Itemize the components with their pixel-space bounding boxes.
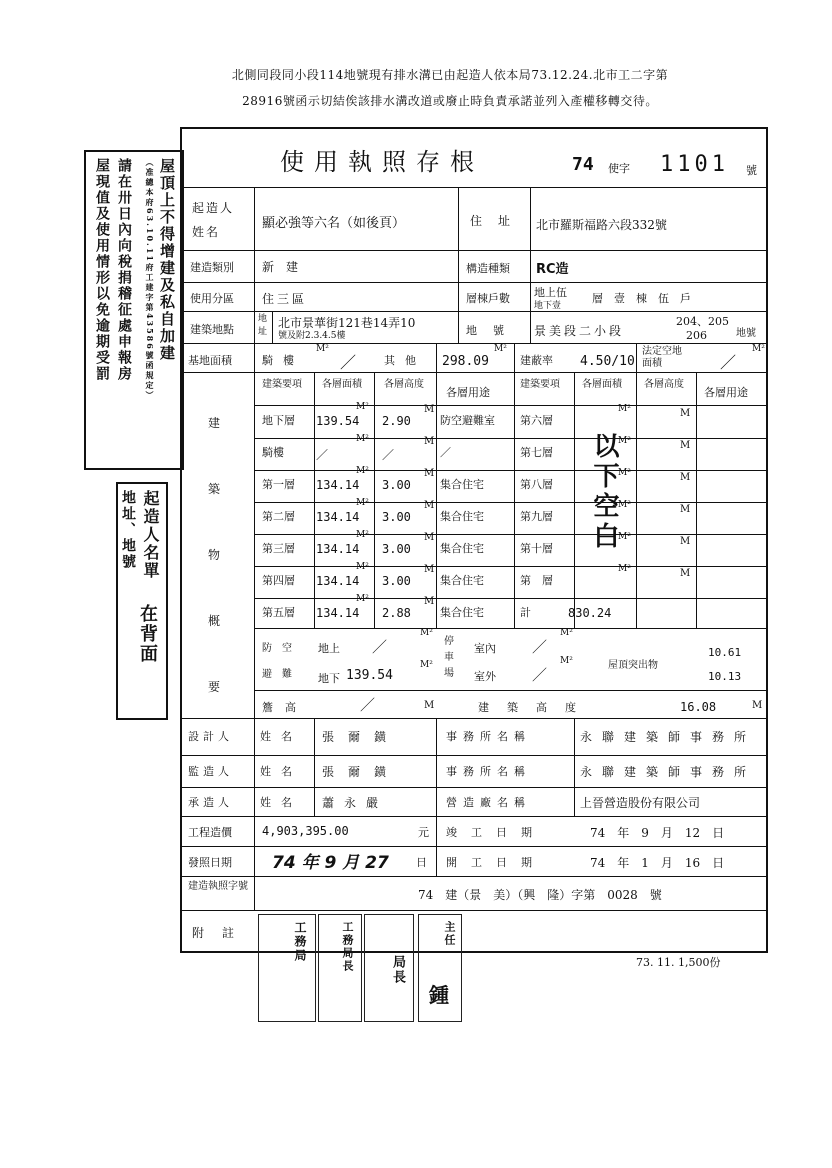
site-value: 北市景華街121巷14弄10 [278, 316, 416, 330]
contractor-name-label: 姓名 [260, 796, 302, 809]
arcade-value: ／ [340, 353, 357, 372]
floor-name-right: 第 層 [520, 574, 553, 587]
designer-label: 設計人 [188, 730, 233, 743]
parking-in-value: ／ [532, 638, 548, 656]
contractor-firm: 上晉營造股份有限公司 [580, 796, 701, 810]
floor-height-unit-right: M [680, 408, 691, 419]
zone-value: 住三區 [262, 292, 308, 306]
rule [180, 846, 768, 847]
floor-area-unit-right: M² [618, 532, 631, 542]
rule [254, 566, 768, 567]
supervisor-name-label: 姓名 [260, 765, 302, 778]
contractor-name: 蕭永嚴 [322, 796, 389, 810]
rule [374, 372, 375, 628]
base-area-label: 基地面積 [188, 354, 232, 367]
floor-area-unit-right: M² [618, 564, 631, 574]
seal-1-title: 工務局 [293, 921, 307, 963]
floor-area-unit: M² [356, 402, 369, 412]
floor-name: 第四層 [262, 574, 295, 587]
other-unit: M² [494, 344, 507, 354]
floor-height: 3.00 [382, 542, 411, 556]
floor-name-right: 第七層 [520, 446, 553, 459]
floor-height-unit: M [424, 564, 435, 575]
roof-value: 10.61 [708, 646, 742, 659]
address-label: 住址 [470, 214, 527, 228]
site-value-2: 號及附2.3.4.5樓 [278, 331, 346, 341]
eave-unit: M [424, 700, 435, 711]
rule [254, 502, 768, 503]
rule [436, 343, 437, 628]
parking-out-unit: M² [560, 656, 573, 666]
roof-value-2: 10.13 [708, 670, 742, 683]
finish-label: 竣工日期 [446, 826, 546, 839]
floor-area-unit: M² [356, 562, 369, 572]
rule [254, 598, 768, 599]
floor-area-unit-right: M² [618, 436, 631, 446]
print-info: 73. 11. 1,500份 [636, 956, 721, 969]
rule [254, 470, 768, 471]
lot-value: 景美段二小段 [534, 324, 625, 338]
supervisor-office: 永聯建築師事務所 [580, 765, 757, 779]
address-value: 北市羅斯福路六段332號 [536, 218, 667, 232]
floor-height-unit: M [424, 500, 435, 511]
floor-height-unit: M [424, 596, 435, 607]
floor-name: 第二層 [262, 510, 295, 523]
floor-area-unit: M² [356, 466, 369, 476]
rule [180, 718, 768, 719]
attach-label: 附註 [192, 926, 253, 940]
rule [180, 187, 768, 188]
seal-2-title: 工務局長 [341, 921, 354, 973]
start-value: 74 年 1 月 16 日 [590, 856, 725, 870]
floor-height-unit-right: M [680, 440, 691, 451]
floor-height-unit-right: M [680, 568, 691, 579]
floor-height: 3.00 [382, 574, 411, 588]
contractor-label: 承造人 [188, 796, 233, 809]
rule [180, 343, 768, 344]
floor-area: 134.14 [316, 542, 360, 556]
open-space-value: ／ [720, 353, 737, 372]
floor-name: 地下層 [262, 414, 295, 427]
rule [514, 343, 515, 628]
parking-out-value: ／ [532, 666, 548, 684]
col-area-header: 各層面積 [322, 379, 362, 390]
left-note-1-line2: 請在卅日內向稅捐稽征處申報房 [116, 158, 132, 382]
structure-value: RC造 [536, 262, 569, 277]
type-value: 新建 [262, 260, 311, 274]
floor-area-unit-right: M² [618, 500, 631, 510]
parking-label: 停車場 [444, 636, 454, 679]
cost-unit: 元 [418, 826, 429, 839]
seal-stamp-2 [318, 914, 362, 1022]
floor-height: 2.88 [382, 606, 411, 620]
rule [574, 372, 575, 628]
floor-area: 134.14 [316, 510, 360, 524]
floor-height-unit-right: M [680, 504, 691, 515]
supervisor-office-label: 事務所名稱 [446, 765, 531, 778]
left-note-box-1 [84, 150, 184, 470]
notice-line-1: 北側同段同小段114地號現有排水溝已由起造人依本局73.12.24.北市工二字第 [231, 68, 669, 82]
finish-value: 74 年 9 月 12 日 [590, 826, 725, 840]
seal-stamp-4 [418, 914, 462, 1022]
left-note-2-line2: 地址、地號 [120, 490, 136, 570]
designer-office-label: 事務所名稱 [446, 730, 531, 743]
rule [254, 628, 768, 629]
floors-below: 地下壹 [534, 301, 562, 311]
open-space-label: 法定空地面積 [642, 346, 682, 369]
owner-label: 起造人姓名 [192, 201, 235, 239]
rule [458, 187, 459, 343]
floor-height-unit-right: M [680, 536, 691, 547]
designer-name: 張爾鐄 [322, 730, 401, 744]
issue-label: 發照日期 [188, 856, 232, 869]
issue-value: 74 年 9 月 27 [272, 853, 389, 873]
shelter-below-value: 139.54 [346, 668, 393, 683]
contractor-firm-label: 營造廠名稱 [446, 796, 531, 809]
eave-value: ／ [360, 696, 376, 714]
other-value: 298.09 [442, 354, 489, 369]
rule [436, 718, 437, 876]
rule [314, 718, 315, 816]
left-note-1-sub: （准總本府63.10.11府工建字第43586號函規定） [145, 158, 155, 401]
roof-label: 屋頂突出物 [608, 660, 658, 671]
side-char: 概 [207, 614, 220, 628]
rule [180, 311, 768, 312]
seal-4-name: 鍾 [429, 983, 449, 1007]
floor-area-unit: M² [356, 434, 369, 444]
lot-suffix: 地號 [736, 328, 756, 339]
floor-use: 防空避難室 [440, 414, 495, 427]
floor-use: 集合住宅 [440, 542, 484, 555]
floor-use: ／ [440, 446, 451, 459]
floor-name-right: 計 [520, 606, 531, 619]
coverage-label: 建蔽率 [520, 354, 553, 367]
eave-label: 簷高 [262, 701, 308, 714]
parking-in-label: 室內 [474, 642, 496, 655]
floor-area-unit: M² [356, 594, 369, 604]
lot-label: 地號 [466, 324, 520, 337]
floor-area-unit-right: M² [618, 468, 631, 478]
floor-area-unit: M² [356, 530, 369, 540]
permit-number: 1101 [660, 152, 729, 177]
form-title: 使用執照存根 [280, 148, 484, 176]
site-sub-label: 地址 [258, 314, 268, 337]
seal-stamp-3 [364, 914, 414, 1022]
floor-name-right: 第六層 [520, 414, 553, 427]
floor-area: ／ [316, 448, 329, 462]
blank-mark: 以下空白 [589, 432, 619, 552]
designer-name-label: 姓名 [260, 730, 302, 743]
building-height-unit: M [752, 700, 763, 711]
type-label: 建造類別 [190, 261, 234, 274]
floor-height: 3.00 [382, 478, 411, 492]
floor-area-unit: M² [356, 498, 369, 508]
rule [180, 816, 768, 817]
rule [254, 438, 768, 439]
floor-height-unit-right: M [680, 472, 691, 483]
floor-use: 集合住宅 [440, 510, 484, 523]
rule [530, 187, 531, 250]
floor-area: 134.14 [316, 606, 360, 620]
other-label: 其他 [384, 354, 426, 367]
notice-line-2: 28916號函示切結俟該排水溝改道或廢止時負責承諾並列入產權移轉交待。 [242, 94, 658, 108]
floor-use: 集合住宅 [440, 574, 484, 587]
building-height-value: 16.08 [680, 700, 717, 714]
floor-name: 騎樓 [262, 446, 284, 459]
side-char: 築 [207, 482, 220, 496]
shelter-label: 防空避難 [262, 643, 302, 680]
col-use-header: 各層用途 [446, 386, 490, 399]
col-item-header-2: 建築要項 [520, 379, 560, 390]
floor-area: 139.54 [316, 414, 360, 428]
floor-height-unit: M [424, 468, 435, 479]
shelter-below-unit: M² [420, 660, 433, 670]
start-label: 開工日期 [446, 856, 546, 869]
seal-stamp-1 [258, 914, 316, 1022]
left-note-1-line1: 屋頂上不得增建及私自加建 [158, 158, 176, 362]
floor-height: 3.00 [382, 510, 411, 524]
rule [574, 718, 575, 816]
permit-year: 74 [572, 154, 594, 175]
coverage-value: 4.50/10 [580, 354, 635, 369]
rule [314, 372, 315, 628]
floor-area-unit-right: M² [618, 404, 631, 414]
lot-numbers: 204、205 [676, 315, 729, 328]
col-item-header: 建築要項 [262, 379, 302, 390]
floor-name: 第五層 [262, 606, 295, 619]
shelter-above-label: 地上 [318, 642, 340, 655]
floor-use: 集合住宅 [440, 478, 484, 491]
floor-height-unit: M [424, 532, 435, 543]
col-use-header-2: 各層用途 [704, 386, 748, 399]
permit-value: 74 建（景 美）（興 隆）字第 0028 號 [418, 888, 662, 902]
left-note-1-line3: 屋現值及使用情形以免逾期受罰 [94, 158, 110, 382]
rule [180, 876, 768, 877]
cost-value: 4,903,395.00 [262, 824, 349, 838]
col-height-header-2: 各層高度 [644, 379, 684, 390]
floor-name-right: 第十層 [520, 542, 553, 555]
floor-name-right: 第九層 [520, 510, 553, 523]
arcade-label: 騎樓 [262, 354, 304, 367]
shelter-below-label: 地下 [318, 672, 340, 685]
rule [272, 311, 273, 343]
cost-label: 工程造價 [188, 826, 232, 839]
rule [180, 250, 768, 251]
parking-out-label: 室外 [474, 670, 496, 683]
shelter-above-value: ／ [372, 638, 388, 656]
rule [180, 787, 768, 788]
permit-label: 建造執照字號 [188, 881, 248, 892]
arcade-unit: M² [316, 344, 329, 354]
supervisor-name: 張爾鐄 [322, 765, 401, 779]
left-note-2-hand: 在背面 [137, 604, 158, 664]
issue-unit: 日 [416, 856, 427, 869]
floor-area: 134.14 [316, 478, 360, 492]
rule [254, 534, 768, 535]
floor-area: 134.14 [316, 574, 360, 588]
rule [254, 405, 768, 406]
zone-label: 使用分區 [190, 292, 234, 305]
rule [254, 187, 255, 910]
side-char: 要 [207, 680, 220, 694]
site-label: 建築地點 [190, 323, 234, 336]
building-side-label [204, 390, 224, 720]
rule [180, 755, 768, 756]
floor-name: 第一層 [262, 478, 295, 491]
rule [180, 372, 768, 373]
floor-height: ／ [382, 448, 395, 462]
floors-value: 層 壹 棟 伍 戶 [592, 292, 691, 305]
supervisor-label: 監造人 [188, 765, 233, 778]
floor-name-right: 第八層 [520, 478, 553, 491]
designer-office: 永聯建築師事務所 [580, 730, 757, 744]
floor-name: 第三層 [262, 542, 295, 555]
open-space-unit: M² [752, 344, 765, 354]
col-area-header-2: 各層面積 [582, 379, 622, 390]
floor-height-unit: M [424, 404, 435, 415]
permit-suffix: 號 [746, 164, 757, 177]
floors-above: 地上伍 [534, 286, 567, 299]
shelter-above-unit: M² [420, 628, 433, 638]
lot-numbers-2: 206 [686, 329, 707, 342]
owner-value: 顯必強等六名（如後頁） [262, 216, 406, 231]
floors-label: 層棟戶數 [466, 292, 510, 305]
col-height-header: 各層高度 [384, 379, 424, 390]
seal-4-title: 主任 [443, 921, 456, 947]
rule [636, 343, 637, 628]
side-char: 物 [207, 548, 220, 562]
seal-3-title: 局長 [390, 955, 405, 985]
floor-use: 集合住宅 [440, 606, 484, 619]
side-char: 建 [207, 416, 220, 430]
rule [180, 282, 768, 283]
structure-label: 構造種類 [466, 262, 510, 275]
floor-height-unit: M [424, 436, 435, 447]
rule [254, 690, 768, 691]
building-height-label: 建築高度 [478, 701, 594, 714]
left-note-box-2 [116, 482, 168, 720]
rule [696, 372, 697, 628]
left-note-2-line1: 起造人名單 [141, 490, 160, 580]
permit-word: 使字 [608, 162, 630, 175]
parking-in-unit: M² [560, 628, 573, 638]
total-area-value: 830.24 [568, 606, 612, 620]
floor-height: 2.90 [382, 414, 411, 428]
rule [530, 250, 531, 343]
rule [180, 910, 768, 911]
